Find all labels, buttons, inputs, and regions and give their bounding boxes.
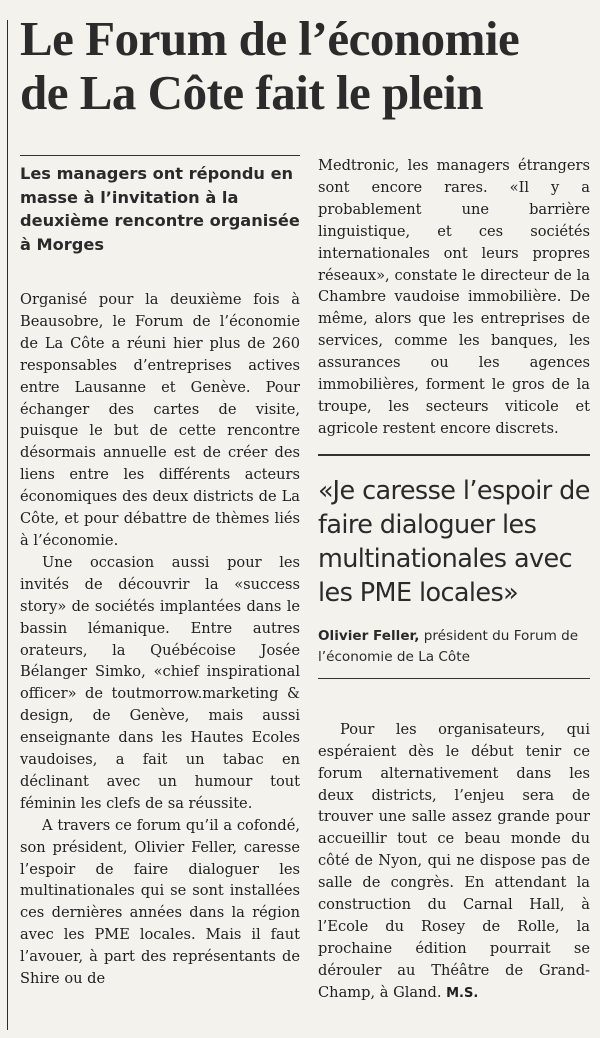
deck: Les managers ont répondu en masse à l’invitation à la deuxième rencontre organisée à Morges (20, 164, 300, 254)
headline (20, 12, 595, 120)
author-signature: M.S. (446, 985, 479, 1001)
paragraph-text: Pour les organisateurs, qui espéraient dès le début tenir ce forum alternativement dans les deux districts, l’enjeu sera de trouver une salle assez grande pour accueillir tout ce beau monde du côté de Nyon, qui ne dispose pas de salle de congrès. En attendant la construction du Carnal Hall, à l’Ecole du Rosey de Rolle, la prochaine édition pourrait se dérouler au Théâtre de Grand-Champ, à Gland. (318, 720, 590, 1001)
column-rule (7, 20, 8, 1030)
quote-attribution (318, 626, 590, 668)
pull-quote: «Je caresse l’espoir de faire dialoguer les multinationales avec les PME locales» (318, 475, 590, 608)
right-body-bottom (318, 719, 590, 1005)
headline-line-2: de La Côte fait le plein (20, 65, 483, 120)
paragraph: Une occasion aussi pour les invités de découvrir la «success story» de sociétés implantées dans le bassin lémanique. Entre autres orateurs, la Québécoise Josée Bélanger Simko, «chief inspirational officer» de toutmorrow.marketing & design, de Genève, mais aussi enseignante dans les Hautes Ecoles vaudoises, a fait un tabac en déclinant avec un humour tout féminin les clefs de sa réussite. (20, 553, 300, 812)
paragraph: Medtronic, les managers étrangers sont encore rares. «Il y a probablement une barrière linguistique, et ces sociétés internationales ont leurs propres réseaux», constate le directeur de la Chambre vaudoise immobilière. De même, alors que les entreprises de services, comme les banques, les assurances ou les agences immobilières, forment le gros de la troupe, les secteurs viticole et agricole restent encore discrets. (318, 157, 590, 437)
paragraph: Organisé pour la deuxième fois à Beausobre, le Forum de l’économie de La Côte a réuni hier plus de 260 responsables d’entreprises actives entre Lausanne et Genève. Pour échanger des cartes de visite, puisque le but de cette rencontre désormais annuelle est de créer des liens entre les différents acteurs économiques des deux districts de La Côte, et pour débattre de thèmes liés à l’économie. (20, 291, 300, 549)
paragraph: A travers ce forum qu’il a cofondé, son président, Olivier Feller, caresse l’espoir de faire dialoguer les multinationales qui se sont installées ces dernières années dans la région avec les PME locales. Mais il faut l’avouer, à part des représentants de Shire ou de (20, 816, 300, 988)
right-body-top (318, 155, 590, 440)
deck-rule (20, 155, 300, 156)
quote-rule-top (318, 454, 590, 456)
quote-author: Olivier Feller, (318, 627, 420, 644)
left-body (20, 289, 300, 990)
quote-rule-bottom (318, 678, 590, 679)
left-column (20, 155, 300, 990)
headline-line-1: Le Forum de l’économie (20, 11, 520, 66)
right-column (318, 155, 590, 1005)
paragraph (318, 719, 590, 1005)
quote-author-role: président du Forum de l’économie de La Côte (318, 627, 579, 665)
